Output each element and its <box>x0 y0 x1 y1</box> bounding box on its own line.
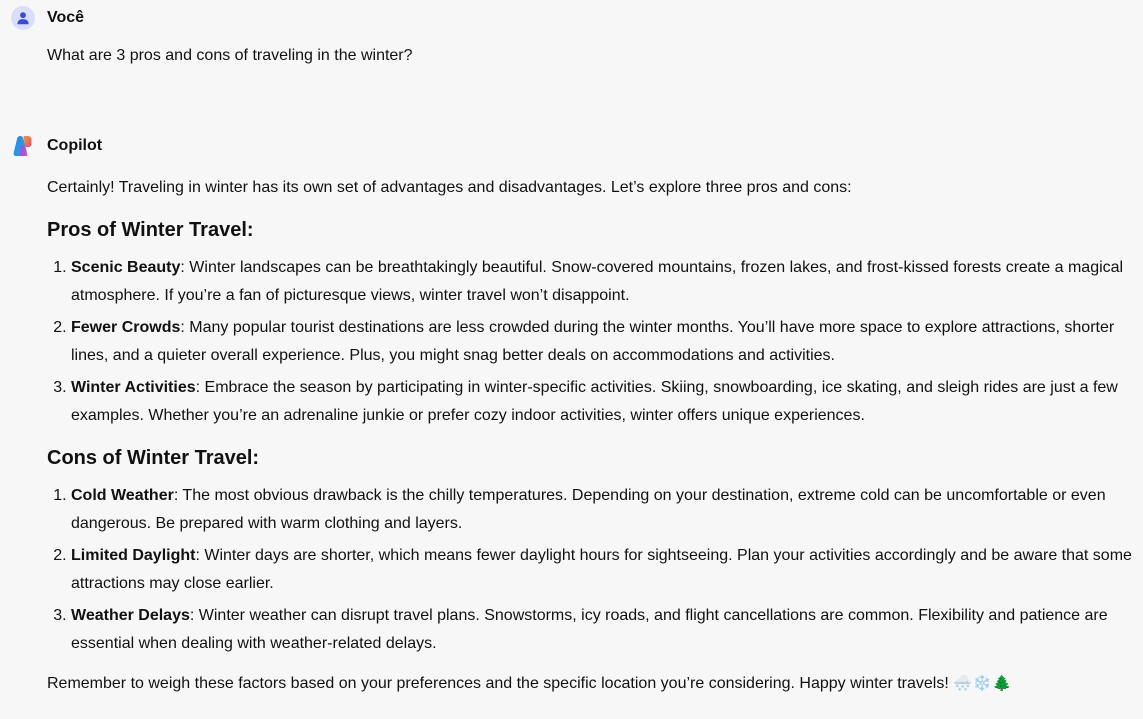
cons-heading: Cons of Winter Travel: <box>47 447 260 469</box>
list-item-text: : The most obvious drawback is the chilly temperatures. Depending on your destination, extreme cold can be uncomfortable or even dangerous. Be prepared with warm clothing and layers. <box>71 487 1106 532</box>
answer-closing <box>47 670 1132 698</box>
list-item <box>71 602 1132 658</box>
copilot-message-header <box>11 134 102 158</box>
winter-emoji: 🌨️❄️🌲 <box>953 675 1013 692</box>
person-icon <box>11 6 35 30</box>
copilot-logo-icon <box>11 134 35 158</box>
list-item-title: Fewer Crowds <box>71 319 181 336</box>
list-item <box>71 542 1132 598</box>
list-item-text: : Embrace the season by participating in winter-specific activities. Skiing, snowboarding, ice skating, and sleigh rides are just a few examples. Whether you’re an adrenaline junkie or prefer cozy indoor activities, winter offers unique experiences. <box>71 379 1118 424</box>
cons-list <box>47 482 1132 658</box>
pros-heading: Pros of Winter Travel: <box>47 219 254 241</box>
list-item-text: : Winter days are shorter, which means fewer daylight hours for sightseeing. Plan your activities accordingly and be aware that some attractions may close earlier. <box>71 547 1132 592</box>
list-item-title: Limited Daylight <box>71 547 196 564</box>
pros-list <box>47 254 1132 430</box>
user-name: Você <box>47 9 85 26</box>
list-item-text: : Winter weather can disrupt travel plans. Snowstorms, icy roads, and flight cancellations are common. Flexibility and patience are essential when dealing with weather-related delays. <box>71 607 1108 652</box>
list-item <box>71 314 1132 370</box>
list-item-title: Weather Delays <box>71 607 190 624</box>
list-item-text: : Many popular tourist destinations are less crowded during the winter months. You’ll have more space to explore attractions, shorter lines, and a quieter overall experience. Plus, you might snag better deals on accommodations and activities. <box>71 319 1115 364</box>
copilot-name: Copilot <box>47 137 103 154</box>
list-item-title: Scenic Beauty <box>71 259 181 276</box>
list-item-text: : Winter landscapes can be breathtakingly beautiful. Snow-covered mountains, frozen lakes, and frost-kissed forests create a magical atmosphere. If you’re a fan of picturesque views, winter travel won’t disappoint. <box>71 259 1124 304</box>
closing-text: Remember to weigh these factors based on your preferences and the specific location you’re considering. Happy winter travels! <box>47 675 954 692</box>
list-item-title: Cold Weather <box>71 487 174 504</box>
list-item <box>71 374 1132 430</box>
list-item <box>71 254 1132 310</box>
user-message-text: What are 3 pros and cons of traveling in the winter? <box>47 47 413 64</box>
list-item-title: Winter Activities <box>71 379 196 396</box>
list-item <box>71 482 1132 538</box>
answer-intro: Certainly! Traveling in winter has its own set of advantages and disadvantages. Let’s explore three pros and cons: <box>47 179 852 196</box>
user-message-header <box>11 6 84 30</box>
copilot-answer <box>47 174 1132 698</box>
